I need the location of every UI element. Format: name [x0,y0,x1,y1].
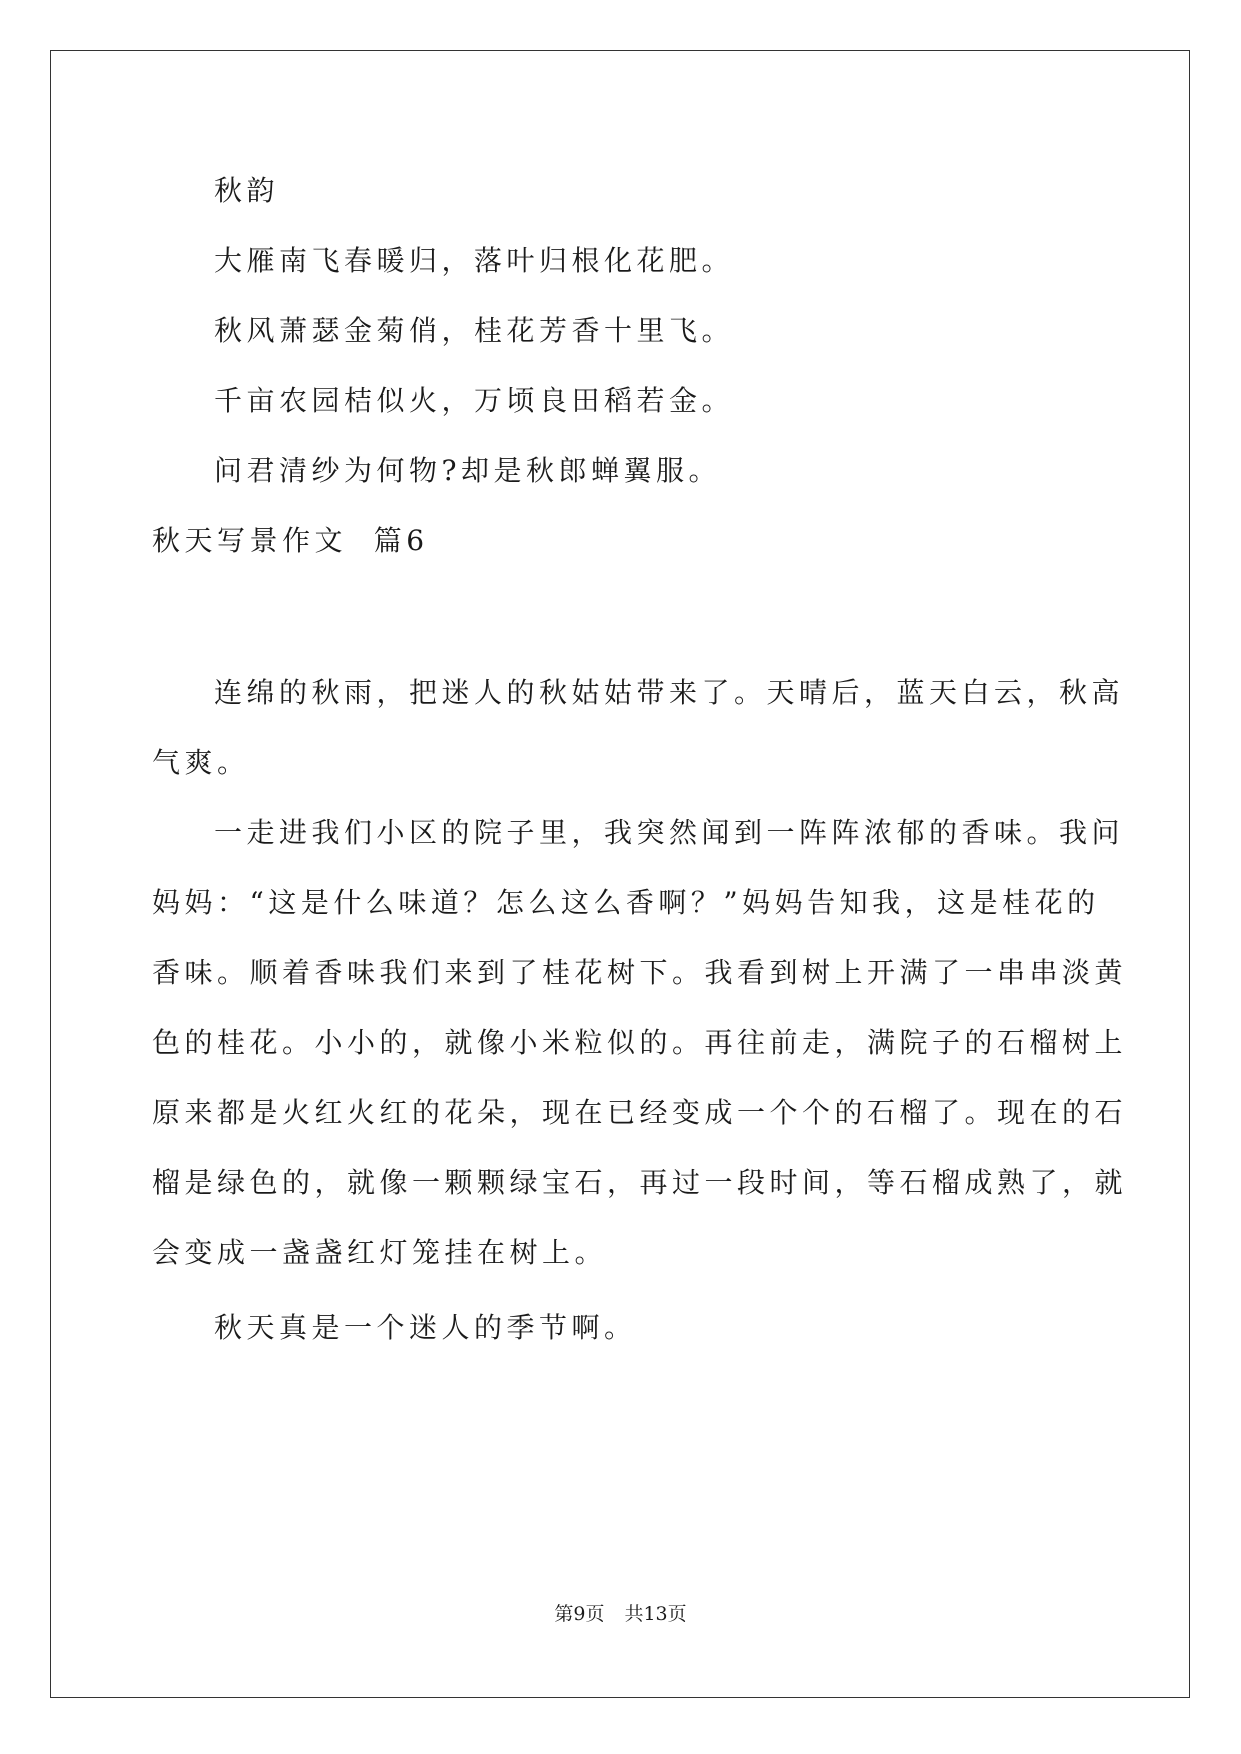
section-heading: 秋天写景作文 篇6 [152,524,429,557]
essay-line: 榴是绿色的，就像一颗颗绿宝石，再过一段时间，等石榴成熟了，就 [152,1166,1128,1199]
essay-line: 会变成一盏盏红灯笼挂在树上。 [152,1236,608,1269]
page-number: 第9页 [554,1603,605,1625]
poem-line: 千亩农园桔似火，万顷良田稻若金。 [214,384,735,417]
page-footer [0,1601,1241,1627]
essay-line: 妈妈：“这是什么味道？怎么这么香啊？”妈妈告知我，这是桂花的 [152,886,1100,919]
essay-line: 一走进我们小区的院子里，我突然闻到一阵阵浓郁的香味。我问 [214,816,1125,849]
poem-line: 大雁南飞春暖归，落叶归根化花肥。 [214,244,735,277]
page-total: 共13页 [624,1603,687,1625]
essay-line: 香味。顺着香味我们来到了桂花树下。我看到树上开满了一串串淡黄 [152,956,1128,989]
essay-line: 连绵的秋雨，把迷人的秋姑姑带来了。天晴后，蓝天白云，秋高 [214,676,1125,709]
poem-title: 秋韵 [214,174,280,207]
page-border [50,50,1190,1698]
essay-line: 秋天真是一个迷人的季节啊。 [214,1311,637,1344]
essay-line: 原来都是火红火红的花朵，现在已经变成一个个的石榴了。现在的石 [152,1096,1128,1129]
poem-line: 问君清纱为何物?却是秋郎蝉翼服。 [214,454,722,487]
essay-line: 色的桂花。小小的，就像小米粒似的。再往前走，满院子的石榴树上 [152,1026,1128,1059]
essay-line: 气爽。 [152,746,250,779]
poem-line: 秋风萧瑟金菊俏，桂花芳香十里飞。 [214,314,735,347]
